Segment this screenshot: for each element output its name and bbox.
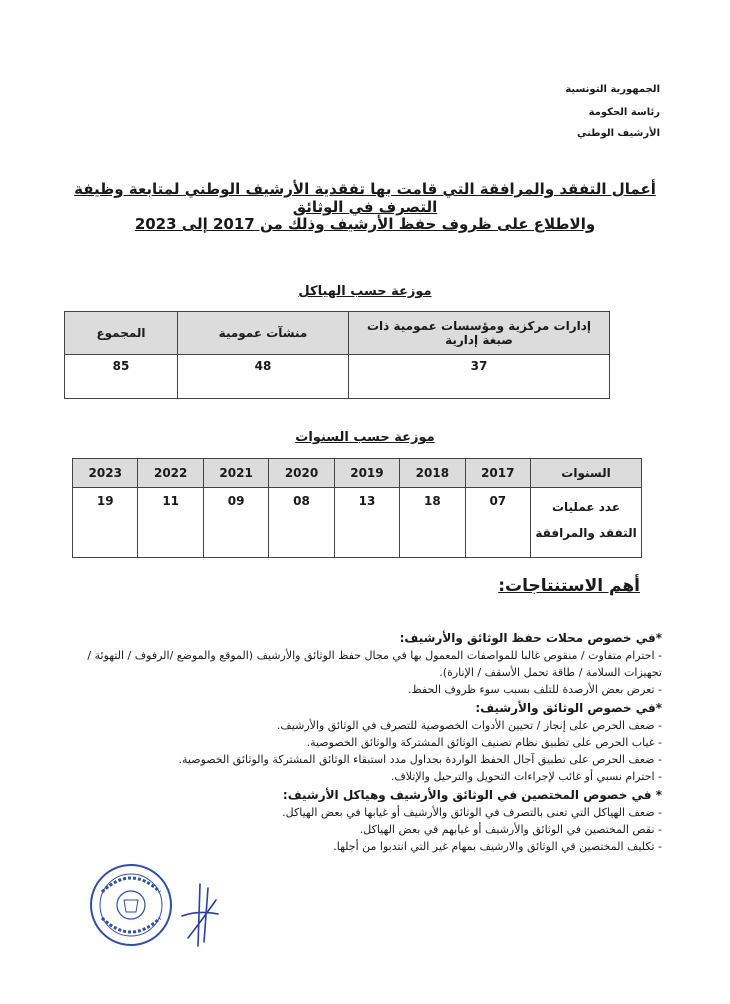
header-republic: الجمهورية التونسية (565, 84, 660, 95)
count-label: عدد عمليات التفقد والمرافقة (531, 488, 642, 558)
count-cell: 18 (400, 488, 465, 558)
structure-value-public: 48 (178, 355, 349, 399)
conclusion-item: - تعرض بعض الأرصدة للتلف بسبب سوء ظروف الحفظ. (408, 683, 662, 696)
conclusion-item: - ضعف الهياكل التي تعنى بالتصرف في الوثائق والأرشيف أو غيابها في بعض الهياكل. (282, 806, 662, 819)
conclusions-body (62, 630, 662, 855)
count-cell: 08 (269, 488, 334, 558)
count-cell: 13 (334, 488, 399, 558)
year-cell: 2022 (138, 459, 203, 488)
by-year-table (72, 458, 642, 558)
conclusion-item: - احترام متفاوت / منقوص غالبا للمواصفات المعمول بها في مجال حفظ الوثائق والأرشيف (الموقع والموضع /الرفوف / التهوئة / تجهيزات السلامة / طاقة تحمل الأسقف / الإنارة). (87, 649, 662, 679)
structure-header-public: منشآت عمومية (178, 312, 349, 355)
conclusions-title: أهم الاستنتاجات: (498, 576, 640, 596)
structure-value-central: 37 (349, 355, 610, 399)
count-cell: 07 (465, 488, 530, 558)
year-cell: 2023 (73, 459, 138, 488)
header-presidency: رئاسة الحكومة (588, 107, 660, 118)
document-title-line1: أعمال التفقد والمرافقة التي قامت بها تفقدية الأرشيف الوطني لمتابعة وظيفة التصرف في الوثائق (74, 180, 656, 216)
count-cell: 11 (138, 488, 203, 558)
conclusion-item: - غياب الحرص على تطبيق نظام تصنيف الوثائق المشتركة والوثائق الخصوصية. (306, 736, 662, 749)
conclusion-item: - ضعف الحرص على تطبيق آجال الحفظ الواردة بجداول مدد استبقاء الوثائق المشتركة والوثائق الخصوصية. (178, 753, 662, 766)
official-stamp (88, 862, 174, 948)
document-title-line2: والاطلاع على ظروف حفظ الأرشيف وذلك من 2017 إلى 2023 (134, 215, 596, 233)
by-year-heading: موزعة حسب السنوات (295, 430, 435, 445)
conclusion-item: - احترام نسبي أو غائب لإجراءات التحويل والترحيل والإتلاف. (390, 770, 662, 783)
structure-value-total: 85 (65, 355, 178, 399)
structure-header-total: المجموع (65, 312, 178, 355)
conclusion-item: - تكليف المختصين في الوثائق والارشيف بمهام غير التي انتدبوا من أجلها. (333, 840, 662, 853)
section-heading-premises: *في خصوص محلات حفظ الوثائق والأرشيف: (399, 631, 662, 645)
year-cell: 2019 (334, 459, 399, 488)
count-cell: 19 (73, 488, 138, 558)
year-cell: 2021 (203, 459, 268, 488)
structure-header-central: إدارات مركزية ومؤسسات عمومية ذات صبغة إدارية (349, 312, 610, 355)
by-structure-table (64, 311, 610, 399)
signature (178, 880, 224, 950)
section-heading-specialists: * في خصوص المختصين في الوثائق والأرشيف وهياكل الأرشيف: (282, 788, 662, 802)
conclusion-item: - نقص المختصين في الوثائق والأرشيف أو غيابهم في بعض الهياكل. (359, 823, 662, 836)
section-heading-documents: *في خصوص الوثائق والأرشيف: (475, 701, 662, 715)
year-cell: 2017 (465, 459, 530, 488)
header-archive: الأرشيف الوطني (576, 128, 660, 139)
conclusion-item: - ضعف الحرص على إنجاز / تحيين الأدوات الخصوصية للتصرف في الوثائق والأرشيف. (276, 719, 662, 732)
count-cell: 09 (203, 488, 268, 558)
year-cell: 2018 (400, 459, 465, 488)
year-cell: 2020 (269, 459, 334, 488)
years-label: السنوات (531, 459, 642, 488)
by-structure-heading: موزعة حسب الهياكل (298, 284, 432, 299)
